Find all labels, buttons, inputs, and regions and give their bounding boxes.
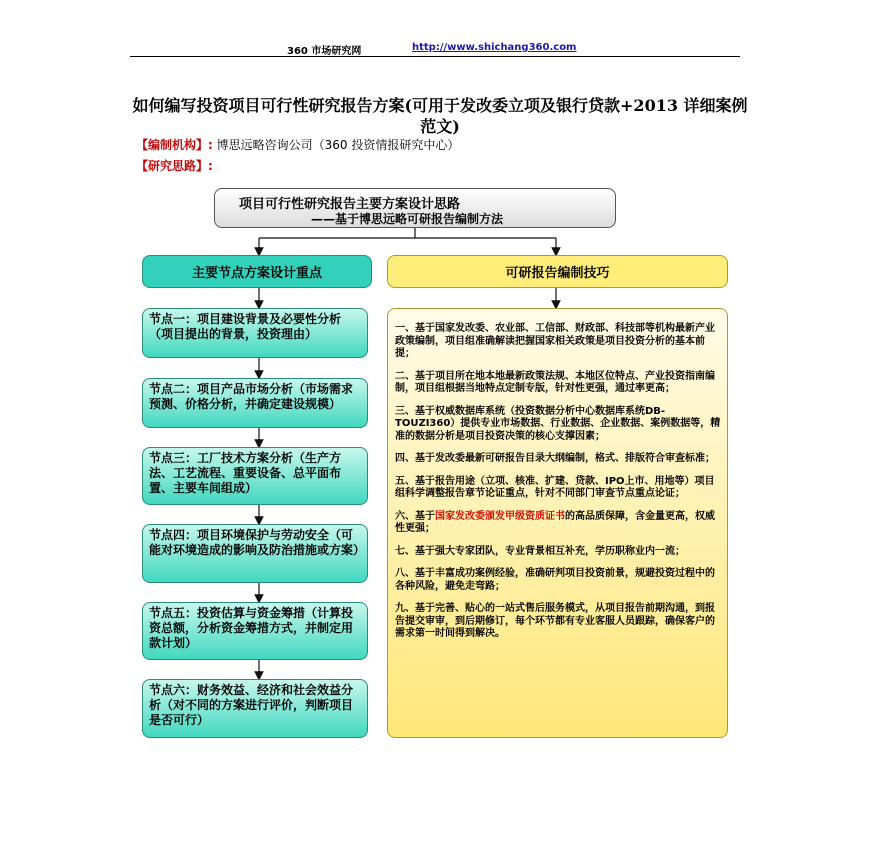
site-name: 360 市场研究网 xyxy=(287,46,362,57)
tip-4: 四、基于发改委最新可研报告目录大纲编制，格式、排版符合审查标准； xyxy=(395,453,715,464)
tip-6-highlight: 国家发改委颁发甲级资质证书 xyxy=(435,510,565,522)
node-3: 节点三：工厂技术方案分析（生产方法、工艺流程、重要设备、总平面布置、主要车间组成） xyxy=(142,447,368,505)
idea-label: 【研究思路】: xyxy=(136,159,213,173)
site-url-link[interactable]: http://www.shichang360.com xyxy=(412,42,577,53)
tip-6 xyxy=(395,511,721,536)
org-label: 【编制机构】: xyxy=(136,138,213,152)
node-2: 节点二：项目产品市场分析（市场需求预测、价格分析，并确定建设规模） xyxy=(142,378,368,428)
node-4: 节点四：项目环境保护与劳动安全（可能对环境造成的影响及防治措施或方案） xyxy=(142,524,368,583)
tip-6-pre: 六、基于 xyxy=(395,510,435,522)
diagram-title-box xyxy=(214,188,616,228)
node-5: 节点五：投资估算与资金筹措（计算投资总额，分析资金筹措方式，并制定用款计划） xyxy=(142,602,368,660)
left-column-header: 主要节点方案设计重点 xyxy=(142,255,372,288)
idea-line xyxy=(136,158,213,174)
tip-1: 一、基于国家发改委、农业部、工信部、财政部、科技部等机构最新产业政策编制，项目组准确解读把握国家相关政策是项目投资分析的基本前提； xyxy=(395,323,715,359)
tip-3: 三、基于权威数据库系统（投资数据分析中心数据库系统DB-TOUZI360）提供专业市场数据、行业数据、企业数据、案例数据等，精准的数据分析是项目投资决策的核心支撑因素； xyxy=(395,405,721,442)
diagram-title: 项目可行性研究报告主要方案设计思路 xyxy=(239,197,461,212)
diagram-subtitle: ——基于博思远略可研报告编制方法 xyxy=(311,212,504,226)
org-line xyxy=(136,137,459,153)
node-6: 节点六：财务效益、经济和社会效益分析（对不同的方案进行评价，判断项目是否可行） xyxy=(142,679,368,738)
tips-box xyxy=(387,308,728,738)
tip-9: 九、基于完善、贴心的一站式售后服务模式，从项目报告前期沟通，到报告提交审审，到后期修订，每个环节都有专业客服人员跟踪，确保客户的需求第一时间得到解决。 xyxy=(395,603,715,639)
document-title: 如何编写投资项目可行性研究报告方案(可用于发改委立项及银行贷款+2013 详细案例范文) xyxy=(132,96,748,136)
tip-2: 二、基于项目所在地本地最新政策法规、本地区位特点、产业投资指南编制，项目组根据当地特点定制专版，针对性更强，通过率更高； xyxy=(395,370,715,394)
right-column-header: 可研报告编制技巧 xyxy=(387,255,728,288)
tip-8: 八、基于丰富成功案例经验，准确研判项目投资前景，规避投资过程中的各种风险，避免走弯路； xyxy=(395,568,715,592)
flow-diagram xyxy=(136,178,740,743)
tip-5: 五、基于报告用途（立项、核准、扩建、贷款、IPO上市、用地等）项目组科学调整报告章节论证重点，针对不同部门审查节点重点论证； xyxy=(395,475,715,499)
tip-7: 七、基于强大专家团队，专业背景相互补充，学历职称业内一流； xyxy=(395,545,685,557)
tip-6-post: 的高品质保障，含金量更高，权威性更强； xyxy=(395,510,715,534)
org-value: 博思远略咨询公司（360 投资情报研究中心） xyxy=(216,138,460,152)
page-header xyxy=(130,42,740,56)
header-divider xyxy=(130,56,740,57)
node-1: 节点一：项目建设背景及必要性分析（项目提出的背景，投资理由） xyxy=(142,308,368,358)
